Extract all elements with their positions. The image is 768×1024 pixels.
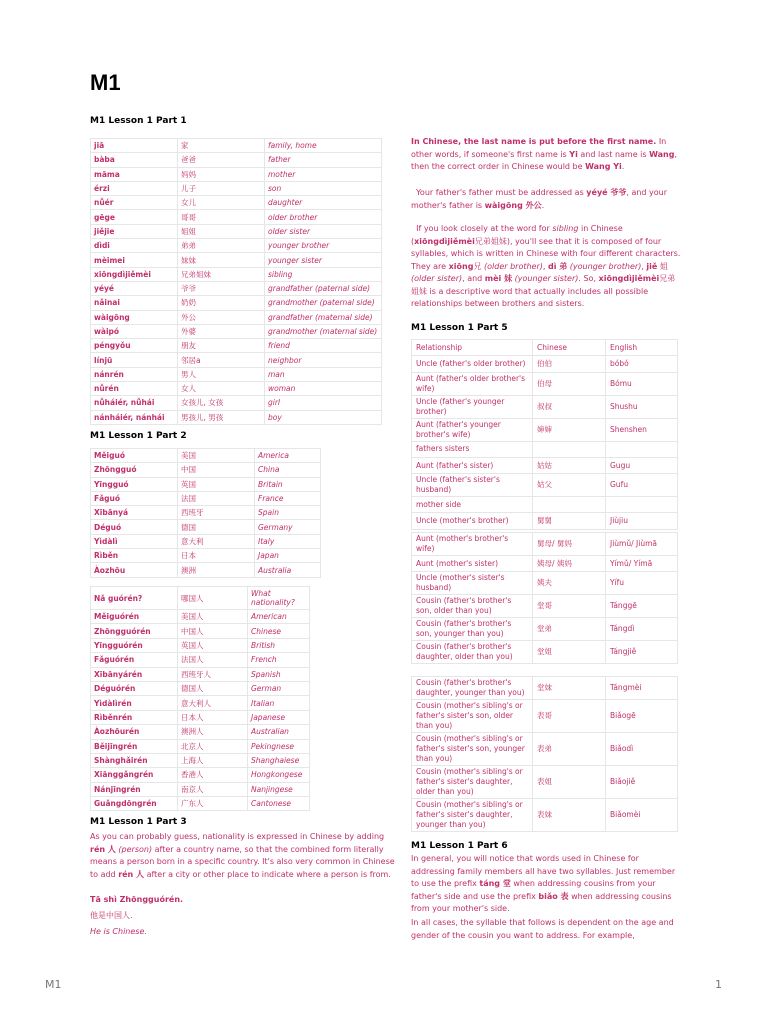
cell-en: daughter — [265, 196, 382, 210]
cell-en: Hongkongese — [248, 768, 310, 782]
cell-en: German — [248, 681, 310, 695]
table-row — [91, 463, 321, 477]
cell-en: girl — [265, 396, 382, 410]
cell-py: xiōngdìjiěmèi — [91, 267, 178, 281]
cell-cn: 英国 — [178, 477, 255, 491]
cell-cn: 表哥 — [533, 700, 606, 733]
cell-py: Nǎ guórén? — [91, 587, 178, 610]
cell-en: mother — [265, 167, 382, 181]
cell-py: Xībānyá — [91, 506, 178, 520]
cell-cn: 西班牙 — [178, 506, 255, 520]
cell-cn: 哥哥 — [178, 210, 265, 224]
part1-heading: M1 Lesson 1 Part 1 — [90, 116, 187, 126]
cell-en: Yímǔ/ Yímā — [606, 556, 678, 572]
cell-py: wàigōng — [91, 310, 178, 324]
cell-cn: 中国人 — [178, 624, 248, 638]
cell-cn: 姐姐 — [178, 224, 265, 238]
cell-rel: mother side — [412, 497, 533, 513]
cell-py: Nánjīngrén — [91, 782, 178, 796]
cell-py: Yīngguó — [91, 477, 178, 491]
cell-en: Jiùjiu — [606, 513, 678, 529]
cell-cn: 婶婶 — [533, 418, 606, 441]
cell-en: neighbor — [265, 353, 382, 367]
table-row — [91, 667, 310, 681]
cell-py: Zhōngguó — [91, 463, 178, 477]
table-row — [412, 372, 678, 395]
cell-cn: 德国 — [178, 520, 255, 534]
cell-cn: 外公 — [178, 310, 265, 324]
cell-cn: 女儿 — [178, 196, 265, 210]
cell-rel: fathers sisters — [412, 441, 533, 457]
cell-py: dìdi — [91, 239, 178, 253]
cell-py: nǚháiér, nǚhái — [91, 396, 178, 410]
cell-en: Biǎogē — [606, 700, 678, 733]
cell-en: Pekingnese — [248, 739, 310, 753]
cell-cn: 堂哥 — [533, 595, 606, 618]
cell-en: Italian — [248, 696, 310, 710]
table-row — [91, 610, 310, 624]
cell-cn: 爷爷 — [178, 281, 265, 295]
cell-cn: 日本 — [178, 549, 255, 563]
table-row — [91, 310, 382, 324]
cell-en: Tánggē — [606, 595, 678, 618]
cell-en: Shenshen — [606, 418, 678, 441]
example-chinese: 他是中国人. — [90, 911, 133, 920]
cell-rel: Uncle (mother's brother) — [412, 513, 533, 529]
table-row — [91, 477, 321, 491]
cell-en — [606, 441, 678, 457]
cell-en: Biǎodì — [606, 733, 678, 766]
table-row — [91, 638, 310, 652]
cell-py: érzi — [91, 181, 178, 195]
cell-en: What nationality? — [248, 587, 310, 610]
cell-en: Chinese — [248, 624, 310, 638]
cell-cn: 女孩儿, 女孩 — [178, 396, 265, 410]
table-row — [412, 395, 678, 418]
cell-py: Měiguó — [91, 449, 178, 463]
table-row — [91, 181, 382, 195]
table-row — [412, 474, 678, 497]
cell-py: Yìdàlì — [91, 534, 178, 548]
cell-en: Tángdì — [606, 618, 678, 641]
cell-cn: 堂妹 — [533, 677, 606, 700]
cell-en: Cantonese — [248, 797, 310, 811]
cell-py: péngyǒu — [91, 339, 178, 353]
cell-cn: 法国人 — [178, 653, 248, 667]
table-row — [91, 534, 321, 548]
page-title: M1 — [90, 70, 121, 95]
cell-cn: 伯母 — [533, 372, 606, 395]
cell-py: Fǎguórén — [91, 653, 178, 667]
cell-cn: 美国 — [178, 449, 255, 463]
cell-en: Shanghaiese — [248, 753, 310, 767]
table-row — [412, 497, 678, 513]
cell-py: Yīngguórén — [91, 638, 178, 652]
table-row — [412, 733, 678, 766]
table-row — [91, 224, 382, 238]
table-row — [412, 595, 678, 618]
cell-en: Japan — [255, 549, 321, 563]
cell-cn: 妹妹 — [178, 253, 265, 267]
cell-en: French — [248, 653, 310, 667]
cell-cn — [533, 497, 606, 513]
table-row — [91, 681, 310, 695]
cell-en: Spanish — [248, 667, 310, 681]
cell-en: younger sister — [265, 253, 382, 267]
cell-cn: 香港人 — [178, 768, 248, 782]
table-row — [412, 799, 678, 832]
cell-cn: 意大利 — [178, 534, 255, 548]
col-header-relationship: Relationship — [412, 340, 533, 356]
cell-py: Déguó — [91, 520, 178, 534]
table-row — [91, 239, 382, 253]
cell-rel: Cousin (father's brother's daughter, younger than you) — [412, 677, 533, 700]
cell-en: Bómu — [606, 372, 678, 395]
cell-rel: Cousin (father's brother's daughter, older than you) — [412, 641, 533, 664]
cell-rel: Cousin (mother's sibling's or father's sister's daughter, older than you) — [412, 766, 533, 799]
cell-py: Shànghǎirén — [91, 753, 178, 767]
cell-en: father — [265, 153, 382, 167]
cell-rel: Uncle (father's younger brother) — [412, 395, 533, 418]
table-row — [91, 491, 321, 505]
cell-en: Australia — [255, 563, 321, 577]
cell-en: British — [248, 638, 310, 652]
cell-cn: 堂弟 — [533, 618, 606, 641]
name-order-paragraph: In Chinese, the last name is put before the first name. In other words, if someone's first name is Yi and last name is Wang, then the correct order in Chinese would be Wang Yi. — [411, 137, 678, 171]
cell-cn: 舅母/ 舅妈 — [533, 533, 606, 556]
vocab-table-family — [90, 138, 382, 425]
cell-py: nánháiér, nánhái — [91, 410, 178, 424]
table-row — [412, 700, 678, 733]
table-row — [412, 556, 678, 572]
table-row — [91, 210, 382, 224]
table-row — [91, 396, 382, 410]
cell-cn: 朋友 — [178, 339, 265, 353]
cell-rel: Cousin (father's brother's son, older than you) — [412, 595, 533, 618]
cell-cn: 日本人 — [178, 710, 248, 724]
cell-py: bàba — [91, 153, 178, 167]
table-row — [91, 167, 382, 181]
table-row — [91, 696, 310, 710]
footer-module: M1 — [45, 978, 62, 991]
relationship-table-3 — [411, 676, 678, 832]
cell-en: Shushu — [606, 395, 678, 418]
cell-rel: Cousin (mother's sibling's or father's sister's daughter, younger than you) — [412, 799, 533, 832]
table-row — [412, 766, 678, 799]
cell-cn: 兄弟姐妹 — [178, 267, 265, 281]
cell-cn: 北京人 — [178, 739, 248, 753]
table-row — [91, 367, 382, 381]
cell-rel: Uncle (father's sister's husband) — [412, 474, 533, 497]
cell-cn: 家 — [178, 139, 265, 153]
cell-rel: Cousin (mother's sibling's or father's sister's son, older than you) — [412, 700, 533, 733]
cell-en: Britain — [255, 477, 321, 491]
table-row — [91, 410, 382, 424]
example-english: He is Chinese. — [90, 927, 147, 936]
cell-en: bóbó — [606, 356, 678, 372]
cell-cn: 姨母/ 姨妈 — [533, 556, 606, 572]
cell-py: línjū — [91, 353, 178, 367]
cell-cn: 澳洲 — [178, 563, 255, 577]
cell-en: America — [255, 449, 321, 463]
cell-rel: Aunt (mother's sister) — [412, 556, 533, 572]
cell-cn: 姑姑 — [533, 457, 606, 473]
cell-en: grandfather (paternal side) — [265, 281, 382, 295]
table-row — [412, 677, 678, 700]
cell-en: Australian — [248, 725, 310, 739]
table-row — [412, 513, 678, 529]
table-row — [91, 753, 310, 767]
cell-en: France — [255, 491, 321, 505]
table-row — [91, 324, 382, 338]
relationship-table-1 — [411, 339, 678, 530]
cell-rel: Uncle (mother's sister's husband) — [412, 572, 533, 595]
cell-en: grandmother (maternal side) — [265, 324, 382, 338]
cell-rel: Cousin (father's brother's son, younger than you) — [412, 618, 533, 641]
vocab-table-countries — [90, 448, 321, 578]
table-row — [91, 624, 310, 638]
cell-cn: 堂姐 — [533, 641, 606, 664]
vocab-table-nationalities — [90, 586, 310, 811]
table-row — [91, 382, 382, 396]
cell-cn: 男孩儿, 男孩 — [178, 410, 265, 424]
cell-cn: 表弟 — [533, 733, 606, 766]
cell-en: China — [255, 463, 321, 477]
cell-en: older sister — [265, 224, 382, 238]
cell-py: wàipó — [91, 324, 178, 338]
cell-en: friend — [265, 339, 382, 353]
cell-cn: 爸爸 — [178, 153, 265, 167]
cell-en: Biǎomèi — [606, 799, 678, 832]
cell-cn: 西班牙人 — [178, 667, 248, 681]
table-row — [412, 418, 678, 441]
cell-cn: 舅舅 — [533, 513, 606, 529]
table-row — [412, 641, 678, 664]
cell-cn: 英国人 — [178, 638, 248, 652]
cell-en: sibling — [265, 267, 382, 281]
cell-py: gēge — [91, 210, 178, 224]
cell-en: Gugu — [606, 457, 678, 473]
table-row — [412, 533, 678, 556]
table-row — [91, 797, 310, 811]
cell-py: Měiguórén — [91, 610, 178, 624]
cell-cn: 叔叔 — [533, 395, 606, 418]
cell-py: nánrén — [91, 367, 178, 381]
cell-cn: 表姐 — [533, 766, 606, 799]
table-row — [91, 506, 321, 520]
table-row — [412, 572, 678, 595]
cell-cn: 姑父 — [533, 474, 606, 497]
cell-cn: 中国 — [178, 463, 255, 477]
cell-py: Yìdàlìrén — [91, 696, 178, 710]
cell-rel: Aunt (mother's brother's wife) — [412, 533, 533, 556]
col-header-chinese: Chinese — [533, 340, 606, 356]
cell-en: Jiùmǔ/ Jiùmā — [606, 533, 678, 556]
cell-rel: Aunt (father's sister) — [412, 457, 533, 473]
cell-cn: 姨夫 — [533, 572, 606, 595]
cell-cn: 妈妈 — [178, 167, 265, 181]
cell-cn: 奶奶 — [178, 296, 265, 310]
cell-py: Guǎngdōngrén — [91, 797, 178, 811]
table-row — [91, 267, 382, 281]
table-row — [412, 618, 678, 641]
cell-py: Xībānyárén — [91, 667, 178, 681]
table-row — [91, 587, 310, 610]
cell-py: nǎinai — [91, 296, 178, 310]
cell-en: Italy — [255, 534, 321, 548]
cell-en: woman — [265, 382, 382, 396]
table-row — [412, 457, 678, 473]
part3-heading: M1 Lesson 1 Part 3 — [90, 817, 187, 827]
cell-py: Àozhōurén — [91, 725, 178, 739]
table-row — [91, 725, 310, 739]
cell-en: Nanjingese — [248, 782, 310, 796]
col-header-english: English — [606, 340, 678, 356]
cell-cn: 儿子 — [178, 181, 265, 195]
cell-py: Déguórén — [91, 681, 178, 695]
cell-cn: 意大利人 — [178, 696, 248, 710]
cell-en: older brother — [265, 210, 382, 224]
cell-en: grandmother (paternal side) — [265, 296, 382, 310]
table-row — [91, 153, 382, 167]
cell-en: Tángmèi — [606, 677, 678, 700]
table-row — [91, 549, 321, 563]
cell-cn: 伯伯 — [533, 356, 606, 372]
cell-py: Rìběn — [91, 549, 178, 563]
cell-py: jiějie — [91, 224, 178, 238]
cell-py: nǚrén — [91, 382, 178, 396]
table-row — [412, 356, 678, 372]
part6-paragraph-1: In general, you will notice that words used in Chinese for addressing family members all have two syllables. Just remember to use the prefix táng 堂 when addressing cousins from your father's side and use the prefix biǎo 表 when addressing cousins from your mother's side. — [411, 854, 676, 913]
cell-cn: 弟弟 — [178, 239, 265, 253]
cell-py: Àozhōu — [91, 563, 178, 577]
table-row — [91, 520, 321, 534]
table-row — [91, 196, 382, 210]
cell-py: Xiānggǎngrén — [91, 768, 178, 782]
cell-en: younger brother — [265, 239, 382, 253]
grandfather-paragraph: Your father's father must be addressed as yéyé 爷爷, and your mother's father is wàigōng 外公. — [411, 188, 668, 210]
cell-en: man — [265, 367, 382, 381]
table-row — [91, 782, 310, 796]
page-number: 1 — [715, 978, 722, 991]
table-row — [91, 139, 382, 153]
cell-rel: Cousin (mother's sibling's or father's sister's son, younger than you) — [412, 733, 533, 766]
cell-cn: 表妹 — [533, 799, 606, 832]
cell-py: Rìběnrén — [91, 710, 178, 724]
part2-heading: M1 Lesson 1 Part 2 — [90, 431, 187, 441]
cell-rel: Aunt (father's older brother's wife) — [412, 372, 533, 395]
cell-py: jiā — [91, 139, 178, 153]
table-row — [91, 739, 310, 753]
cell-cn: 女人 — [178, 382, 265, 396]
cell-cn: 美国人 — [178, 610, 248, 624]
cell-en: grandfather (maternal side) — [265, 310, 382, 324]
cell-py: mèimei — [91, 253, 178, 267]
cell-rel: Uncle (father's older brother) — [412, 356, 533, 372]
cell-en: American — [248, 610, 310, 624]
cell-cn: 广东人 — [178, 797, 248, 811]
cell-cn: 邻居a — [178, 353, 265, 367]
table-row — [91, 563, 321, 577]
relationship-table-2 — [411, 532, 678, 664]
example-pinyin: Tā shì Zhōngguórén. — [90, 895, 184, 904]
cell-en: Japanese — [248, 710, 310, 724]
cell-en: son — [265, 181, 382, 195]
cell-cn: 澳洲人 — [178, 725, 248, 739]
cell-cn: 哪国人 — [178, 587, 248, 610]
table-row — [91, 281, 382, 295]
cell-py: yéyé — [91, 281, 178, 295]
cell-py: Fǎguó — [91, 491, 178, 505]
cell-en: Germany — [255, 520, 321, 534]
cell-en: Yífu — [606, 572, 678, 595]
table-row — [91, 339, 382, 353]
part5-heading: M1 Lesson 1 Part 5 — [411, 323, 508, 333]
table-row — [91, 296, 382, 310]
cell-cn — [533, 441, 606, 457]
cell-cn: 男人 — [178, 367, 265, 381]
table-row — [91, 449, 321, 463]
cell-cn: 德国人 — [178, 681, 248, 695]
cell-en: Spain — [255, 506, 321, 520]
cell-en: Biǎojiě — [606, 766, 678, 799]
cell-cn: 上海人 — [178, 753, 248, 767]
cell-py: Běijīngrén — [91, 739, 178, 753]
table-row — [91, 768, 310, 782]
part6-heading: M1 Lesson 1 Part 6 — [411, 841, 508, 851]
cell-py: Zhōngguórén — [91, 624, 178, 638]
table-row — [91, 710, 310, 724]
part6-paragraph-2: In all cases, the syllable that follows is dependent on the age and gender of the cousin you want to address. For example, — [411, 918, 674, 940]
cell-py: māma — [91, 167, 178, 181]
cell-en: family, home — [265, 139, 382, 153]
cell-en: Tángjiě — [606, 641, 678, 664]
cell-cn: 南京人 — [178, 782, 248, 796]
cell-rel: Aunt (father's younger brother's wife) — [412, 418, 533, 441]
cell-py: nǚér — [91, 196, 178, 210]
table-row — [91, 253, 382, 267]
sibling-paragraph: If you look closely at the word for sibling in Chinese (xiōngdìjiěmèi兄弟姐妹), you'll see that it is composed of four syllables, which is written in Chinese with four different characters. They are xiōng兄 (older brother), dì 弟 (younger brother), jiě 姐 (older sister), and mèi 妹 (younger sister). So, xiōngdìjiěmèi兄弟姐妹 is a descriptive word that actually includes all possible relationships between brothers and sisters. — [411, 224, 681, 308]
table-row — [412, 441, 678, 457]
table-row — [91, 353, 382, 367]
part3-intro: As you can probably guess, nationality is expressed in Chinese by adding rén 人 (person) after a country name, so that the combined form literally means a person born in a specific country. It's also very common in Chinese to add rén 人 after a city or other place to indicate where a person is from. — [90, 832, 395, 879]
cell-cn: 法国 — [178, 491, 255, 505]
cell-cn: 外婆 — [178, 324, 265, 338]
cell-en — [606, 497, 678, 513]
table-row — [91, 653, 310, 667]
cell-en: Gufu — [606, 474, 678, 497]
cell-en: boy — [265, 410, 382, 424]
table-row — [412, 340, 678, 356]
